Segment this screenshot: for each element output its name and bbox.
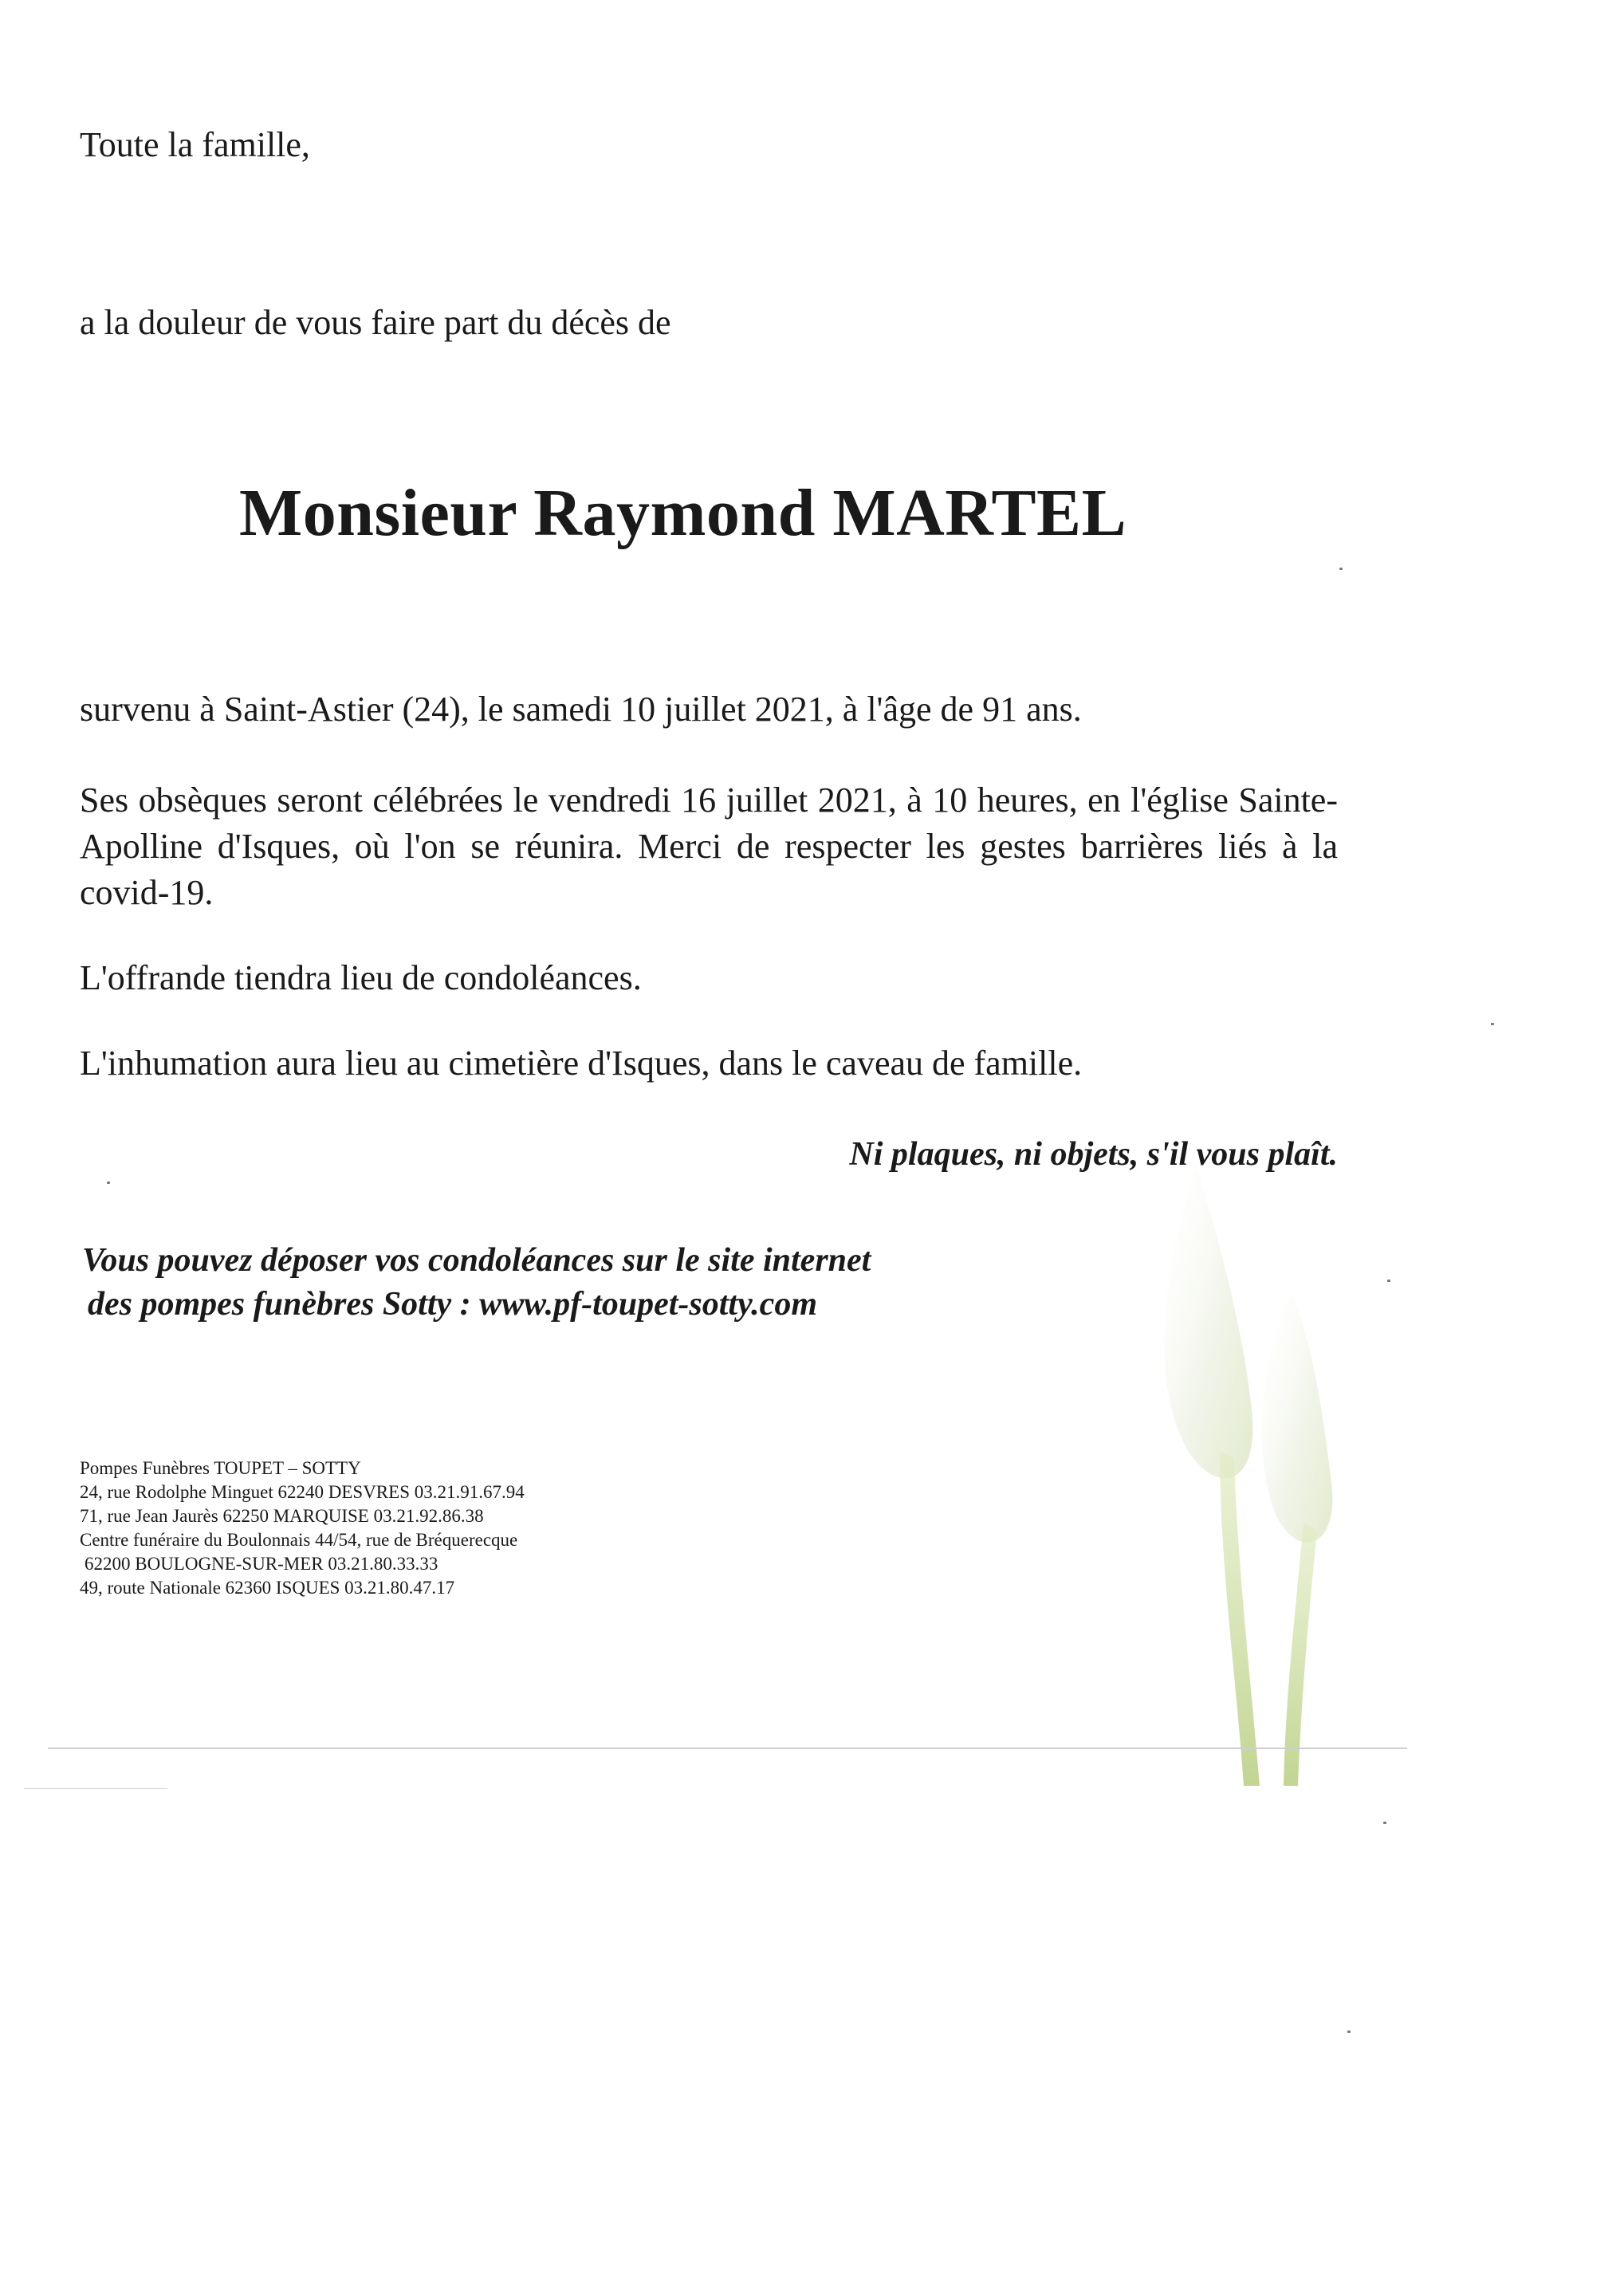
- contact-line: 49, route Nationale 62360 ISQUES 03.21.80.47.17: [80, 1578, 455, 1598]
- calla-lily-icon: [1100, 1148, 1435, 1802]
- scan-speck: [1383, 1822, 1386, 1824]
- scan-speck: [1387, 1280, 1390, 1282]
- contact-line: Pompes Funèbres TOUPET – SOTTY: [80, 1458, 361, 1478]
- scan-speck: [1347, 2031, 1351, 2033]
- condolences-line-2: des pompes funèbres Sotty : www.pf-toupet-sotty.com: [88, 1286, 817, 1323]
- horizontal-divider: [24, 1788, 167, 1789]
- condolences-line-1: Vous pouvez déposer vos condoléances sur le site internet: [82, 1242, 871, 1279]
- contact-line: 24, rue Rodolphe Minguet 62240 DESVRES 03.21.91.67.94: [80, 1482, 525, 1502]
- contact-line: 62200 BOULOGNE-SUR-MER 03.21.80.33.33: [85, 1554, 438, 1574]
- scan-speck: [1339, 568, 1343, 570]
- burial-text: L'inhumation aura lieu au cimetière d'Isques, dans le caveau de famille.: [80, 1044, 1083, 1083]
- scan-speck: [107, 1181, 110, 1184]
- offering-text: L'offrande tiendra lieu de condoléances.: [80, 958, 642, 997]
- circumstances-text: survenu à Saint-Astier (24), le samedi 10 juillet 2021, à l'âge de 91 ans.: [80, 690, 1082, 729]
- scan-speck: [1491, 1023, 1494, 1025]
- deceased-name: Monsieur Raymond MARTEL: [239, 476, 1127, 550]
- announcement-text: a la douleur de vous faire part du décès de: [80, 303, 671, 342]
- intro-text: Toute la famille,: [80, 125, 310, 164]
- contact-line: 71, rue Jean Jaurès 62250 MARQUISE 03.21.92.86.38: [80, 1506, 484, 1526]
- funeral-details: Ses obsèques seront célébrées le vendredi 16 juillet 2021, à 10 heures, en l'église Sainte-Apolline d'Isques, où l'on se réunira. Merci de respecter les gestes barrières liés à la covid-19.: [80, 780, 1338, 912]
- contact-line: Centre funéraire du Boulonnais 44/54, rue de Bréquerecque: [80, 1530, 518, 1550]
- horizontal-divider: [48, 1748, 1407, 1749]
- no-flowers-note: Ni plaques, ni objets, s'il vous plaît.: [849, 1136, 1338, 1173]
